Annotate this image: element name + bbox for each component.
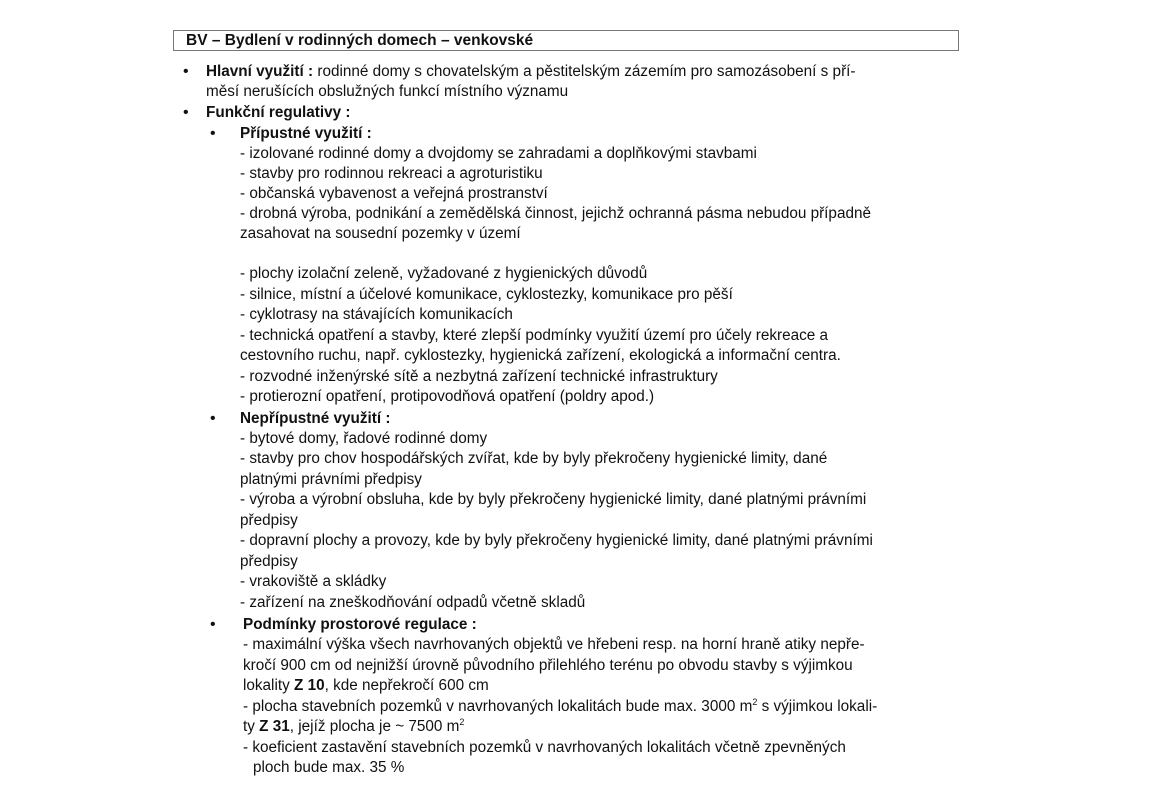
permitted-use-line: - silnice, místní a účelové komunikace, cyklostezky, komunikace pro pěší	[240, 286, 733, 303]
prohibited-use-line: - vrakoviště a skládky	[240, 573, 387, 590]
permitted-use-line: cestovního ruchu, např. cyklostezky, hygienická zařízení, ekologická a informační centra.	[240, 347, 841, 364]
bullet-icon: •	[183, 63, 189, 80]
permitted-use-line: - technická opatření a stavby, které zlepší podmínky využití území pro účely rekreace a	[240, 327, 829, 344]
bullet-icon: •	[210, 125, 216, 142]
spatial-regulation-line: ploch bude max. 35 %	[253, 759, 405, 776]
locality-z31: Z 31	[259, 718, 290, 735]
main-use-line-2: měsí nerušících obslužných funkcí místního významu	[206, 83, 569, 100]
prohibited-use-line: - bytové domy, řadové rodinné domy	[240, 430, 488, 447]
bullet-icon: •	[210, 410, 216, 427]
prohibited-use-line: - dopravní plochy a provozy, kde by byly překročeny hygienické limity, dané platnými právními	[240, 532, 873, 549]
bullet-icon: •	[183, 104, 189, 121]
permitted-use-line: - občanská vybavenost a veřejná prostranství	[240, 185, 548, 202]
permitted-use-line: - izolované rodinné domy a dvojdomy se zahradami a doplňkovými stavbami	[240, 145, 757, 162]
main-use-line-1: Hlavní využití : rodinné domy s chovatelským a pěstitelským zázemím pro samozásobení s pří-	[206, 63, 856, 80]
spatial-regulation-label: Podmínky prostorové regulace :	[243, 616, 477, 633]
section-header	[173, 30, 959, 51]
permitted-use-line: zasahovat na sousední pozemky v území	[240, 225, 521, 242]
permitted-use-line: - cyklotrasy na stávajících komunikacích	[240, 306, 513, 323]
prohibited-use-line: - stavby pro chov hospodářských zvířat, kde by byly překročeny hygienické limity, dané	[240, 450, 828, 467]
section-title: BV – Bydlení v rodinných domech – venkovské	[186, 32, 534, 49]
spatial-regulation-line: - koeficient zastavění stavebních pozemků v navrhovaných lokalitách včetně zpevněných	[243, 739, 846, 756]
spatial-regulation-line: kročí 900 cm od nejnižší úrovně původního přilehlého terénu po obvodu stavby s výjimkou	[243, 657, 853, 674]
permitted-use-line: - protierozní opatření, protipovodňová opatření (poldry apod.)	[240, 388, 655, 405]
prohibited-use-line: - výroba a výrobní obsluha, kde by byly překročeny hygienické limity, dané platnými právními	[240, 491, 867, 508]
functional-regulations-label: Funkční regulativy :	[206, 104, 351, 121]
spatial-regulation-line: ty Z 31, jejíž plocha je ~ 7500 $m^2$	[243, 717, 465, 735]
bullet-icon: •	[210, 616, 216, 633]
permitted-use-line: - drobná výroba, podnikání a zemědělská činnost, jejichž ochranná pásma nebudou případně	[240, 205, 871, 222]
spatial-regulation-line: lokality Z 10, kde nepřekročí 600 cm	[243, 677, 489, 694]
permitted-use-line: - stavby pro rodinnou rekreaci a agroturistiku	[240, 165, 543, 182]
permitted-use-line: - plochy izolační zeleně, vyžadované z hygienických důvodů	[240, 265, 648, 282]
permitted-use-line: - rozvodné inženýrské sítě a nezbytná zařízení technické infrastruktury	[240, 368, 718, 385]
prohibited-use-line: - zařízení na zneškodňování odpadů včetně skladů	[240, 594, 586, 611]
spatial-regulation-line: - plocha stavebních pozemků v navrhovaných lokalitách bude max. 3000 $m^2$ s výjimkou lokali-	[243, 697, 878, 715]
prohibited-use-label: Nepřípustné využití :	[240, 410, 391, 427]
locality-z10: Z 10	[294, 677, 325, 694]
prohibited-use-line: předpisy	[240, 553, 298, 570]
spatial-regulation-line: - maximální výška všech navrhovaných objektů ve hřebeni resp. na horní hraně atiky nepře-	[243, 636, 865, 653]
prohibited-use-line: platnými právními předpisy	[240, 471, 422, 488]
main-use-label: Hlavní využití :	[206, 63, 314, 80]
prohibited-use-line: předpisy	[240, 512, 298, 529]
permitted-use-label: Přípustné využití :	[240, 125, 372, 142]
